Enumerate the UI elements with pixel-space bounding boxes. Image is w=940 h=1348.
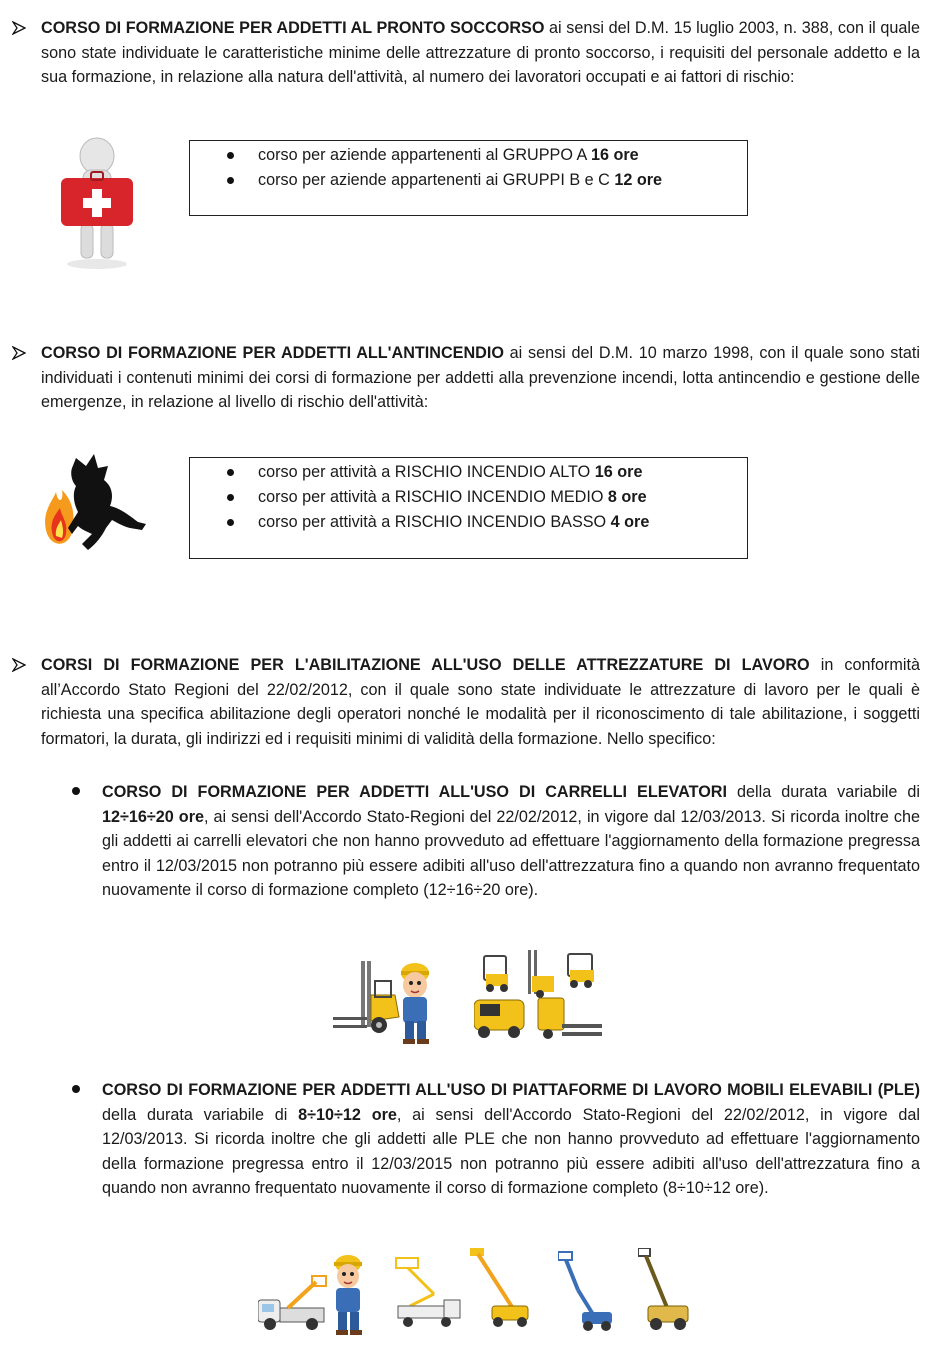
- boom-lift-truck-icon: [394, 1254, 464, 1330]
- section-fire-text: ai sensi del D.M. 10 marzo 1998, con il quale sono stati individuati i contenuti minimi dei corsi di formazione per addetti alla prevenzione incendi, lotta antincendio e gestione delle emergenze, in relazione al livello di rischio dell'attività:: [41, 344, 920, 411]
- forklift-course-hours: 12÷16÷20 ore: [102, 807, 205, 826]
- first-aid-course-box: [189, 140, 748, 216]
- ple-course-hours: 8÷10÷12 ore: [298, 1105, 397, 1124]
- fire-course-box: [189, 457, 748, 559]
- fire-course-item: corso per attività a RISCHIO INCENDIO MEDIO 8 ore: [190, 485, 747, 510]
- fire-course-item: corso per attività a RISCHIO INCENDIO ALTO 16 ore: [190, 460, 747, 485]
- section-equipment: [41, 653, 920, 751]
- telehandler-icon: [638, 1248, 694, 1332]
- forklift-worker-icon: [333, 955, 437, 1045]
- arrow-bullet-icon: [12, 658, 26, 672]
- section-first-aid: [41, 16, 920, 90]
- ple-course: CORSO DI FORMAZIONE PER ADDETTI ALL'USO DI PIATTAFORME DI LAVORO MOBILI ELEVABILI (PLE) della durata variabile di 8÷10÷12 ore, ai sensi dell'Accordo Stato-Regioni del 22/02/2012, in vigore dal 12/03/2013. Si ricorda inoltre che gli addetti alle PLE che non hanno provveduto ad effettuare l'aggiornamento della formazione pregressa entro il 12/03/2015 non potranno più essere adibiti all'uso dell'attrezzatura fino a quando non avranno frequentato nuovamente il corso di formazione completo (8÷10÷12 ore).: [102, 1081, 920, 1197]
- section-equipment-title: CORSI DI FORMAZIONE PER L'ABILITAZIONE ALL'USO DELLE ATTREZZATURE DI LAVORO: [41, 656, 810, 674]
- forklift-group-icon: [474, 950, 604, 1044]
- truck-platform-worker-icon: [258, 1252, 368, 1338]
- articulated-lift-icon: [558, 1250, 620, 1334]
- first-aid-figure-icon: [55, 136, 139, 271]
- ple-course-title: CORSO DI FORMAZIONE PER ADDETTI ALL'USO DI PIATTAFORME DI LAVORO MOBILI ELEVABILI (PLE): [102, 1081, 920, 1099]
- bullet-dot-icon: [72, 787, 80, 795]
- fire-course-item: corso per attività a RISCHIO INCENDIO BASSO 4 ore: [190, 510, 747, 535]
- section-first-aid-text: ai sensi del D.M. 15 luglio 2003, n. 388, con il quale sono state individuate le caratteristiche minime delle attrezzature di pronto soccorso, i requisiti del personale addetto e la sua formazione, in relazione alla natura dell'attività, al numero dei lavoratori occupati e ai fattori di rischio:: [41, 19, 920, 86]
- section-equipment-text: in conformità all’Accordo Stato Regioni del 22/02/2012, con il quale sono state individuate le attrezzature di lavoro per le quali è richiesta una specifica abilitazione degli operatori nonché le modalità per il riconoscimento di tale abilitazione, i soggetti formatori, la durata, gli indirizzi ed i requisiti minimi di validità della formazione. Nello specifico:: [41, 656, 920, 748]
- fire-figure-icon: [42, 452, 150, 552]
- bullet-dot-icon: [72, 1085, 80, 1093]
- section-first-aid-title: CORSO DI FORMAZIONE PER ADDETTI AL PRONTO SOCCORSO: [41, 19, 545, 37]
- forklift-course: CORSO DI FORMAZIONE PER ADDETTI ALL'USO DI CARRELLI ELEVATORI della durata variabile di 12÷16÷20 ore, ai sensi dell'Accordo Stato-Regioni del 22/02/2012, in vigore dal 12/03/2013. Si ricorda inoltre che gli addetti ai carrelli elevatori che non hanno provveduto ad effettuare l'aggiornamento della formazione pregressa entro il 12/03/2015 non potranno più essere adibiti all'uso dell'attrezzatura fino a quando non avranno frequentato nuovamente il corso di formazione completo (12÷16÷20 ore).: [102, 783, 920, 899]
- arrow-bullet-icon: [12, 21, 26, 35]
- forklift-course-title: CORSO DI FORMAZIONE PER ADDETTI ALL'USO DI CARRELLI ELEVATORI: [102, 783, 727, 801]
- telescopic-lift-icon: [470, 1246, 534, 1330]
- first-aid-course-item: corso per aziende appartenenti ai GRUPPI B e C 12 ore: [190, 168, 747, 193]
- arrow-bullet-icon: [12, 346, 26, 360]
- section-fire: [41, 341, 920, 415]
- section-fire-title: CORSO DI FORMAZIONE PER ADDETTI ALL'ANTINCENDIO: [41, 344, 504, 362]
- first-aid-course-item: corso per aziende appartenenti al GRUPPO A 16 ore: [190, 143, 747, 168]
